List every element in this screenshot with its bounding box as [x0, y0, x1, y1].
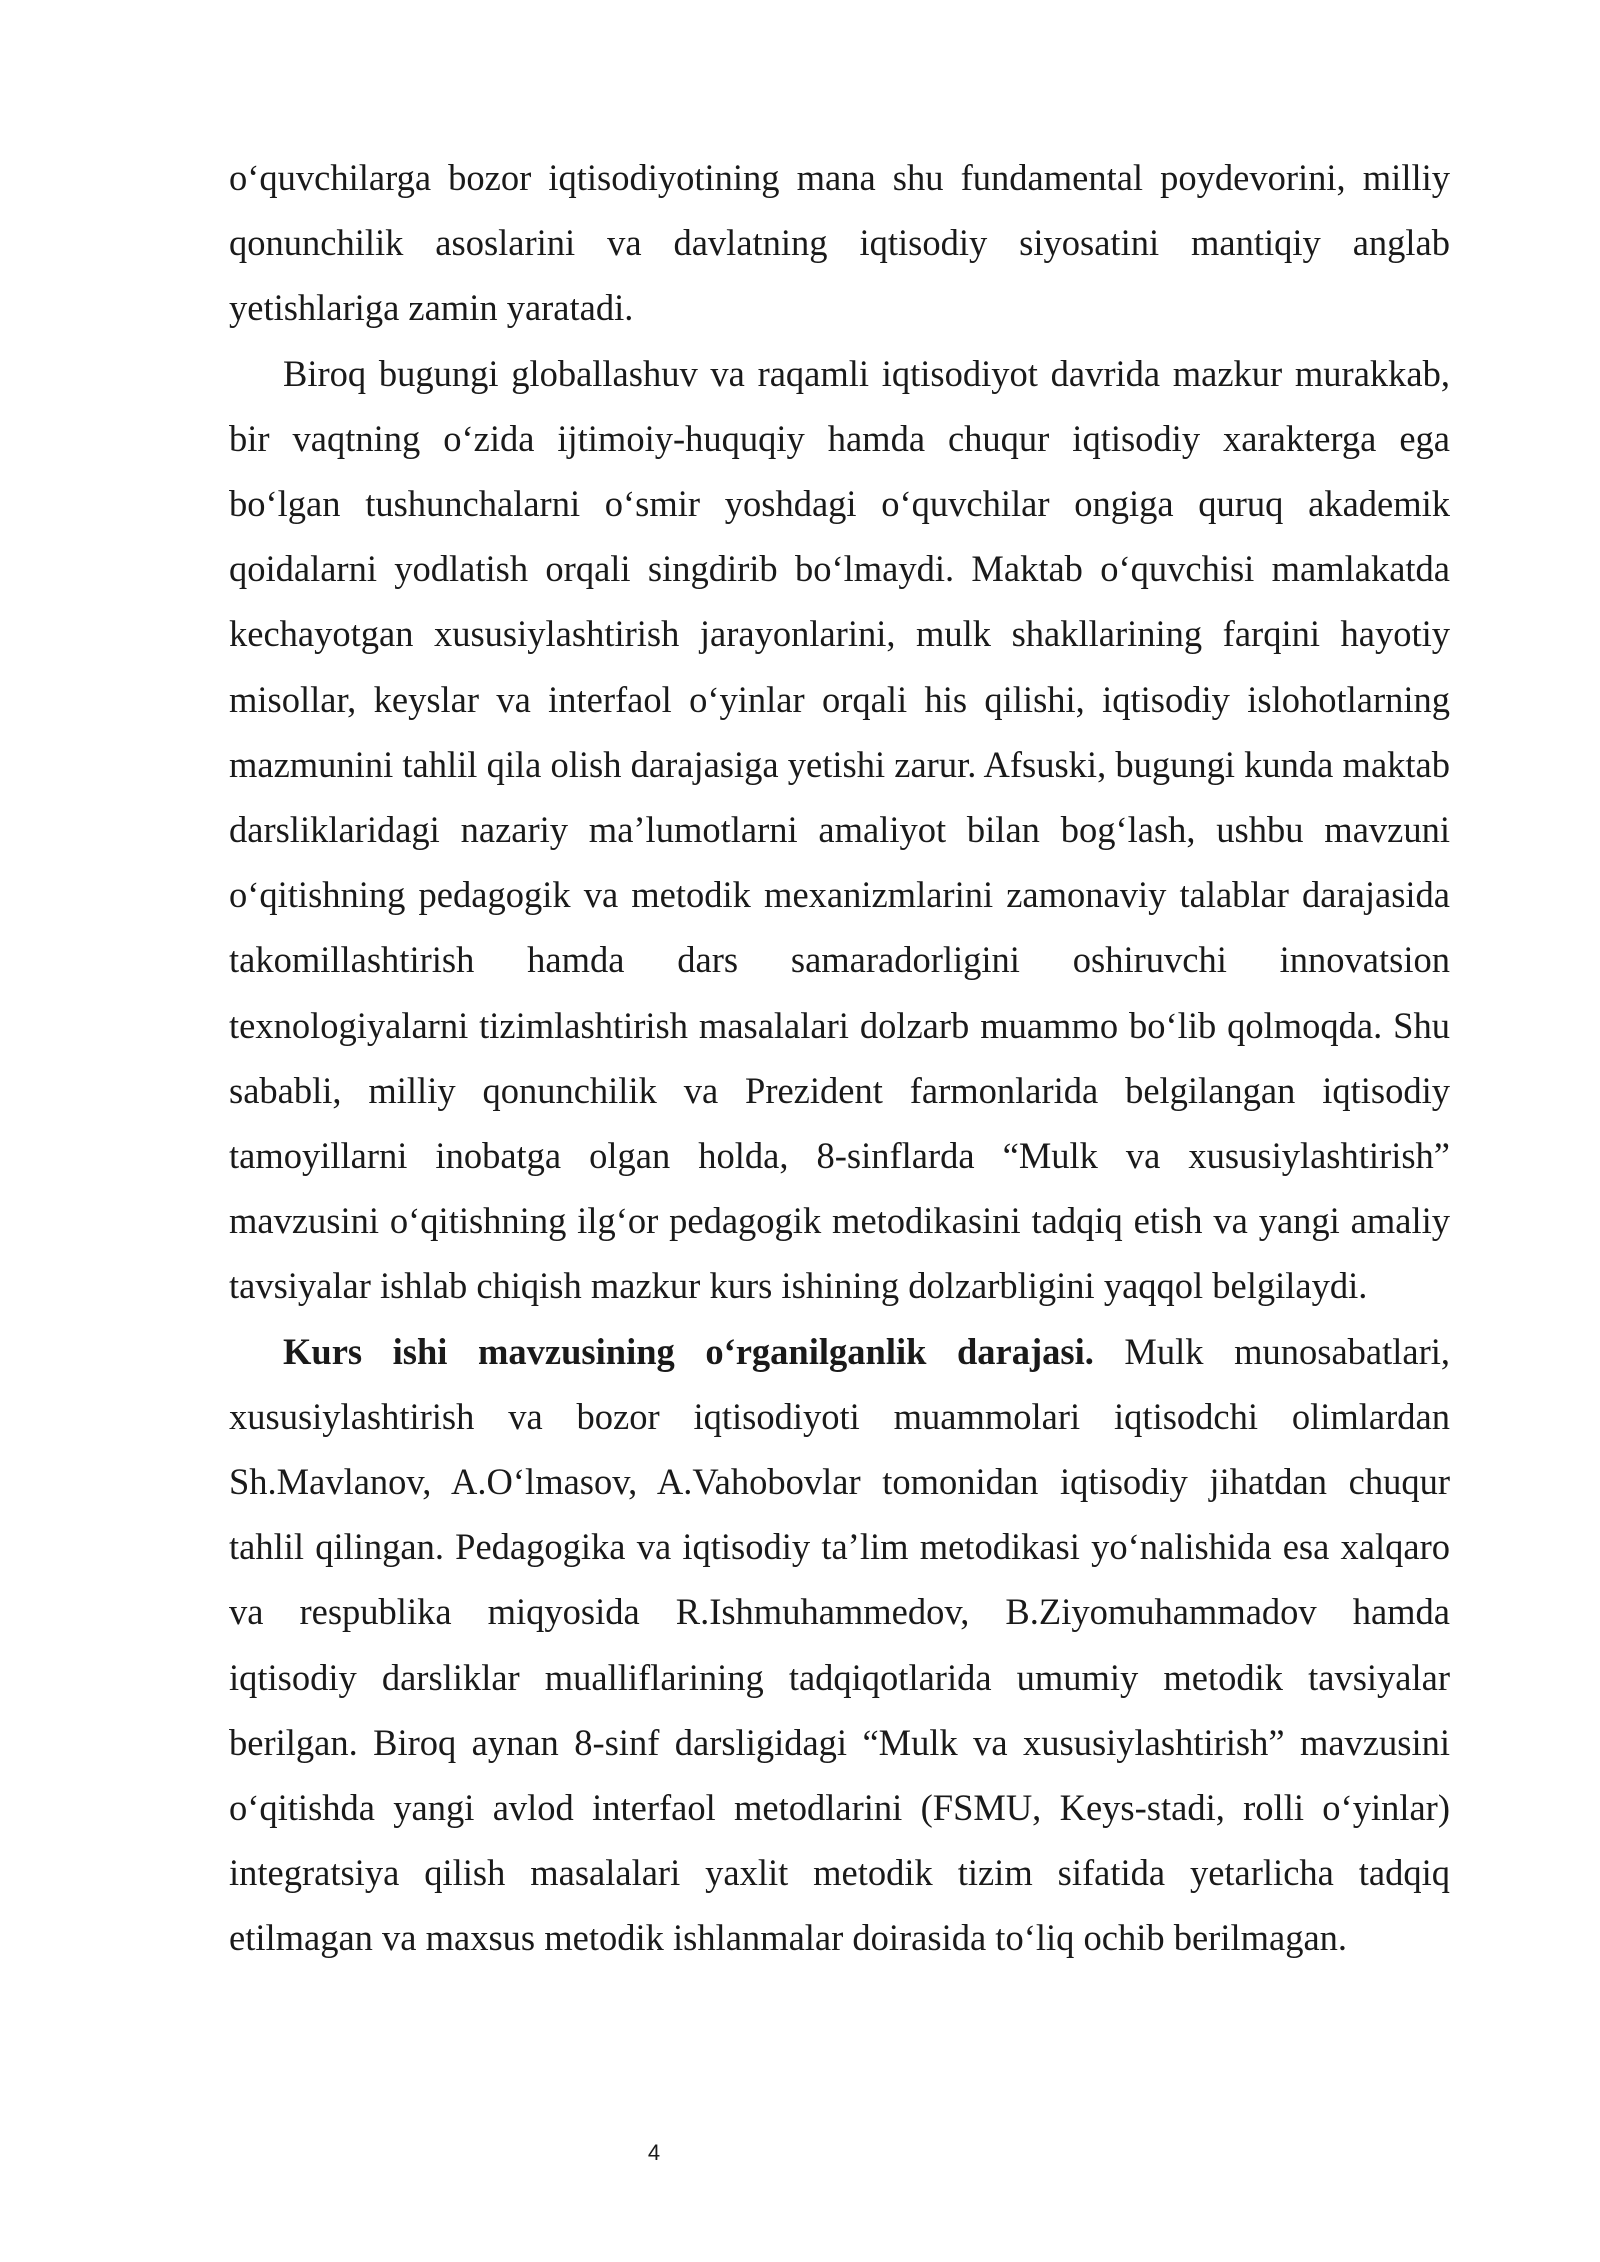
paragraph-2 — [229, 341, 1450, 1319]
paragraph-text: Mulk munosabatlari, xususiylashtirish va bozor iqtisodiyoti muammolari iqtisodchi olimlardan Sh.Mavlanov, A.O‘lmasov, A.Vahobovlar tomonidan iqtisodiy jihatdan chuqur tahlil qilingan. Pedagogika va iqtisodiy ta’lim metodikasi yo‘nalishida esa xalqaro va respublika miqyosida R.Ishmuhammedov, B.Ziyomuhammadov hamda iqtisodiy darsliklar mualliflarining tadqiqotlarida umumiy metodik tavsiyalar berilgan. Biroq aynan 8-sinf darsligidagi “Mulk va xususiylashtirish” mavzusini o‘qitishda yangi avlod interfaol metodlarini (FSMU, Keys-stadi, rolli o‘yinlar) integratsiya qilish masalalari yaxlit metodik tizim sifatida yetarlicha tadqiq etilmagan va maxsus metodik ishlanmalar doirasida to‘liq ochib berilmagan. — [229, 1330, 1450, 1959]
paragraph-1 — [229, 145, 1450, 341]
page-body — [229, 145, 1450, 1971]
paragraph-3 — [229, 1319, 1450, 1971]
paragraph-text: o‘quvchilarga bozor iqtisodiyotining mana shu fundamental poydevorini, milliy qonunchilik asoslarini va davlatning iqtisodiy siyosatini mantiqiy anglab yetishlariga zamin yaratadi. — [229, 157, 1450, 329]
page-number: 4 — [647, 2140, 661, 2165]
section-lead-heading: Kurs ishi mavzusining o‘rganilganlik darajasi. — [283, 1330, 1094, 1372]
paragraph-text: Biroq bugungi globallashuv va raqamli iqtisodiyot davrida mazkur murakkab, bir vaqtning o‘zida ijtimoiy-huquqiy hamda chuqur iqtisodiy xarakterga ega bo‘lgan tushunchalarni o‘smir yoshdagi o‘quvchilar ongiga quruq akademik qoidalarni yodlatish orqali singdirib bo‘lmaydi. Maktab o‘quvchisi mamlakatda kechayotgan xususiylashtirish jarayonlarini, mulk shakllarining farqini hayotiy misollar, keyslar va interfaol o‘yinlar orqali his qilishi, iqtisodiy islohotlarning mazmunini tahlil qila olish darajasiga yetishi zarur. Afsuski, bugungi kunda maktab darsliklaridagi nazariy ma’lumotlarni amaliyot bilan bog‘lash, ushbu mavzuni o‘qitishning pedagogik va metodik mexanizmlarini zamonaviy talablar darajasida takomillashtirish hamda dars samaradorligini oshiruvchi innovatsion texnologiyalarni tizimlashtirish masalalari dolzarb muammo bo‘lib qolmoqda. Shu sababli, milliy qonunchilik va Prezident farmonlarida belgilangan iqtisodiy tamoyillarni inobatga olgan holda, 8-sinflarda “Mulk va xususiylashtirish” mavzusini o‘qitishning ilg‘or pedagogik metodikasini tadqiq etish va yangi amaliy tavsiyalar ishlab chiqish mazkur kurs ishining dolzarbligini yaqqol belgilaydi. — [229, 352, 1450, 1307]
